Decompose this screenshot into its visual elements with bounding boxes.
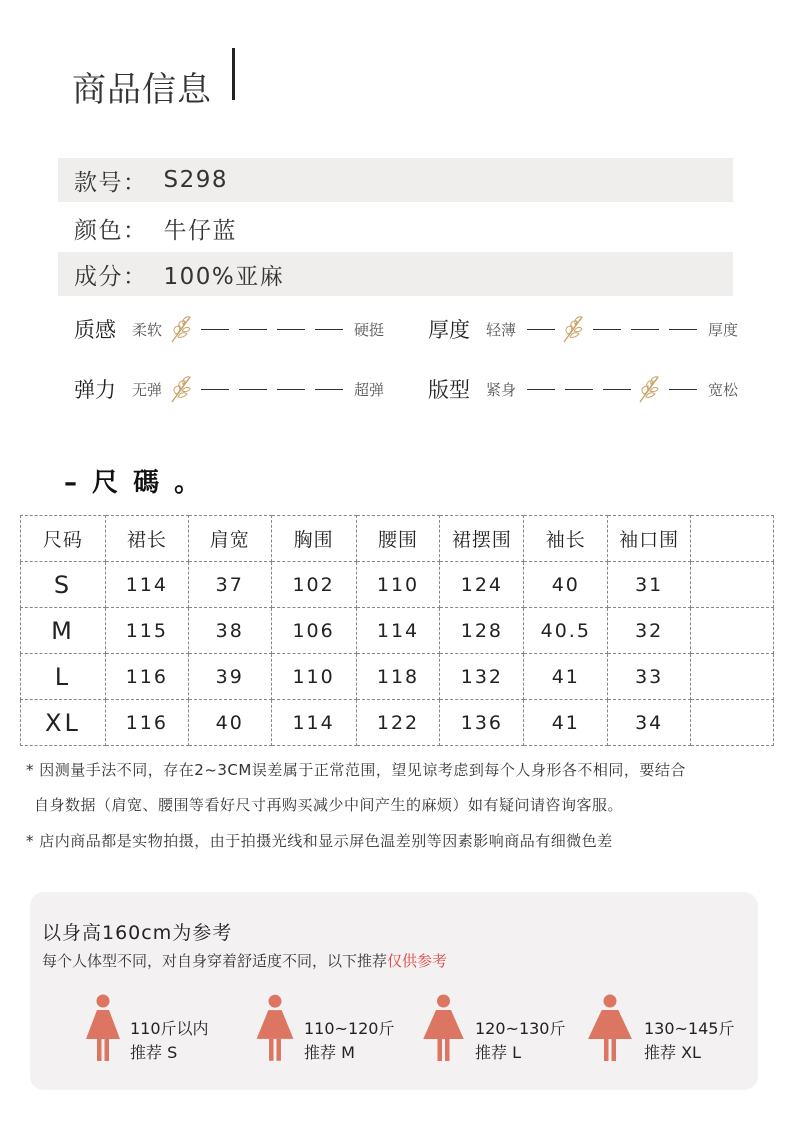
page-title: 商品信息 — [72, 70, 212, 110]
reference-title: 以身高160cm为参考 — [42, 922, 233, 944]
scale-segment — [239, 329, 267, 330]
attr-name: 厚度 — [428, 318, 470, 342]
figure-recommend: 推荐 L — [475, 1043, 522, 1062]
scale-segment — [277, 329, 305, 330]
figure-recommend: 推荐 M — [304, 1043, 355, 1062]
table-header-cell: 袖口围 — [608, 516, 691, 562]
table-cell: 132 — [440, 654, 524, 700]
figure-weight: 110~120斤 — [304, 1019, 395, 1038]
table-cell: 114 — [271, 700, 356, 746]
figure-text — [644, 1017, 735, 1065]
wheat-leaf-icon — [168, 374, 196, 404]
table-cell: 41 — [524, 654, 608, 700]
figure-weight: 120~130斤 — [475, 1019, 566, 1038]
scale-segment — [201, 389, 229, 390]
attr-low: 轻薄 — [486, 320, 517, 339]
scale-segment — [527, 329, 555, 330]
attr-scale — [522, 314, 702, 344]
table-cell: 114 — [105, 562, 188, 608]
body-figure-4 — [582, 993, 735, 1065]
body-figure-1 — [82, 993, 209, 1065]
table-cell: 116 — [105, 654, 188, 700]
reference-subtitle — [42, 950, 447, 971]
table-cell: 102 — [271, 562, 356, 608]
table-cell: 40 — [188, 700, 271, 746]
attr-name: 质感 — [74, 318, 116, 342]
attr-low: 紧身 — [486, 380, 517, 399]
attr-low: 无弹 — [132, 380, 163, 399]
attr-name: 弹力 — [74, 378, 116, 402]
figure-text — [475, 1017, 566, 1065]
table-header-cell: 尺码 — [21, 516, 106, 562]
table-cell: XL — [21, 700, 106, 746]
table-cell — [691, 700, 774, 746]
wheat-leaf-icon — [560, 314, 588, 344]
table-row — [21, 700, 774, 746]
note-color: * 店内商品都是实物拍摄，由于拍摄光线和显示屏色温差别等因素影响商品有细微色差 — [26, 832, 613, 850]
table-cell: 110 — [356, 562, 440, 608]
scale-segment — [239, 389, 267, 390]
table-cell: 114 — [356, 608, 440, 654]
attr-high: 厚度 — [708, 320, 739, 339]
style-number-value: S298 — [163, 167, 228, 193]
table-cell: 118 — [356, 654, 440, 700]
figure-text — [130, 1017, 209, 1065]
attr-high: 宽松 — [708, 380, 739, 399]
title-divider — [232, 48, 235, 100]
attr-scale — [168, 314, 348, 344]
table-cell: 39 — [188, 654, 271, 700]
table-cell: 122 — [356, 700, 440, 746]
attr-name: 版型 — [428, 378, 470, 402]
scale-segment — [669, 329, 697, 330]
table-header-row — [21, 516, 774, 562]
table-cell: 106 — [271, 608, 356, 654]
body-figure-2 — [252, 993, 395, 1065]
color-value: 牛仔蓝 — [163, 217, 237, 244]
table-cell: 115 — [105, 608, 188, 654]
reference-subtitle-text: 每个人体型不同，对自身穿着舒适度不同，以下推荐 — [42, 952, 388, 970]
table-cell: 41 — [524, 700, 608, 746]
table-cell: L — [21, 654, 106, 700]
woman-figure-icon — [252, 993, 298, 1065]
woman-figure-icon — [82, 993, 124, 1065]
table-cell: 40 — [524, 562, 608, 608]
material-value: 100%亚麻 — [163, 263, 285, 290]
figure-recommend: 推荐 S — [130, 1043, 178, 1062]
scale-segment — [201, 329, 229, 330]
attr-high: 超弹 — [354, 380, 385, 399]
table-row — [21, 654, 774, 700]
attr-thickness — [428, 314, 738, 344]
table-cell — [691, 562, 774, 608]
color-row — [58, 206, 733, 250]
table-cell: 124 — [440, 562, 524, 608]
attr-elasticity — [74, 374, 384, 404]
figure-recommend: 推荐 XL — [644, 1043, 701, 1062]
body-figure-3 — [418, 993, 566, 1065]
attr-texture — [74, 314, 384, 344]
table-cell: 116 — [105, 700, 188, 746]
attr-fit — [428, 374, 738, 404]
attr-low: 柔软 — [132, 320, 163, 339]
table-row — [21, 562, 774, 608]
note-measure-cont: 自身数据（肩宽、腰围等看好尺寸再购买减少中间产生的麻烦）如有疑问请咨询客服。 — [34, 796, 624, 814]
table-cell: 32 — [608, 608, 691, 654]
scale-segment — [315, 389, 343, 390]
table-header-cell: 肩宽 — [188, 516, 271, 562]
material-row — [58, 252, 733, 296]
table-header-cell: 裙长 — [105, 516, 188, 562]
table-cell: 33 — [608, 654, 691, 700]
scale-segment — [593, 329, 621, 330]
table-cell: 34 — [608, 700, 691, 746]
scale-segment — [527, 389, 555, 390]
table-header-cell: 袖长 — [524, 516, 608, 562]
table-cell: 128 — [440, 608, 524, 654]
table-header-cell: 胸围 — [271, 516, 356, 562]
woman-figure-icon — [418, 993, 469, 1065]
table-row — [21, 608, 774, 654]
scale-segment — [669, 389, 697, 390]
table-cell — [691, 654, 774, 700]
attr-high: 硬挺 — [354, 320, 385, 339]
scale-segment — [565, 389, 593, 390]
table-cell: S — [21, 562, 106, 608]
figure-text — [304, 1017, 395, 1065]
woman-figure-icon — [582, 993, 638, 1065]
style-number-label: 款号： — [74, 169, 148, 196]
attr-scale — [522, 374, 702, 404]
table-cell: 37 — [188, 562, 271, 608]
figure-weight: 130~145斤 — [644, 1019, 735, 1038]
attr-scale — [168, 374, 348, 404]
scale-segment — [631, 329, 659, 330]
note-measure: * 因测量手法不同，存在2~3CM误差属于正常范围，望见谅考虑到每个人身形各不相同，要结合 — [26, 761, 686, 779]
material-label: 成分： — [74, 263, 148, 290]
table-cell — [691, 608, 774, 654]
size-table — [20, 515, 774, 746]
scale-segment — [277, 389, 305, 390]
figure-weight: 110斤以内 — [130, 1019, 209, 1038]
wheat-leaf-icon — [636, 374, 664, 404]
table-cell: 38 — [188, 608, 271, 654]
table-cell: 136 — [440, 700, 524, 746]
table-header-cell — [691, 516, 774, 562]
style-number-row — [58, 158, 733, 202]
reference-highlight: 仅供参考 — [387, 952, 448, 970]
table-cell: 31 — [608, 562, 691, 608]
size-chart-heading: – 尺 碼 。 — [64, 468, 204, 498]
table-cell: 110 — [271, 654, 356, 700]
table-cell: 40.5 — [524, 608, 608, 654]
wheat-leaf-icon — [168, 314, 196, 344]
table-cell: M — [21, 608, 106, 654]
table-header-cell: 裙摆围 — [440, 516, 524, 562]
color-label: 颜色： — [74, 217, 148, 244]
table-header-cell: 腰围 — [356, 516, 440, 562]
scale-segment — [603, 389, 631, 390]
scale-segment — [315, 329, 343, 330]
